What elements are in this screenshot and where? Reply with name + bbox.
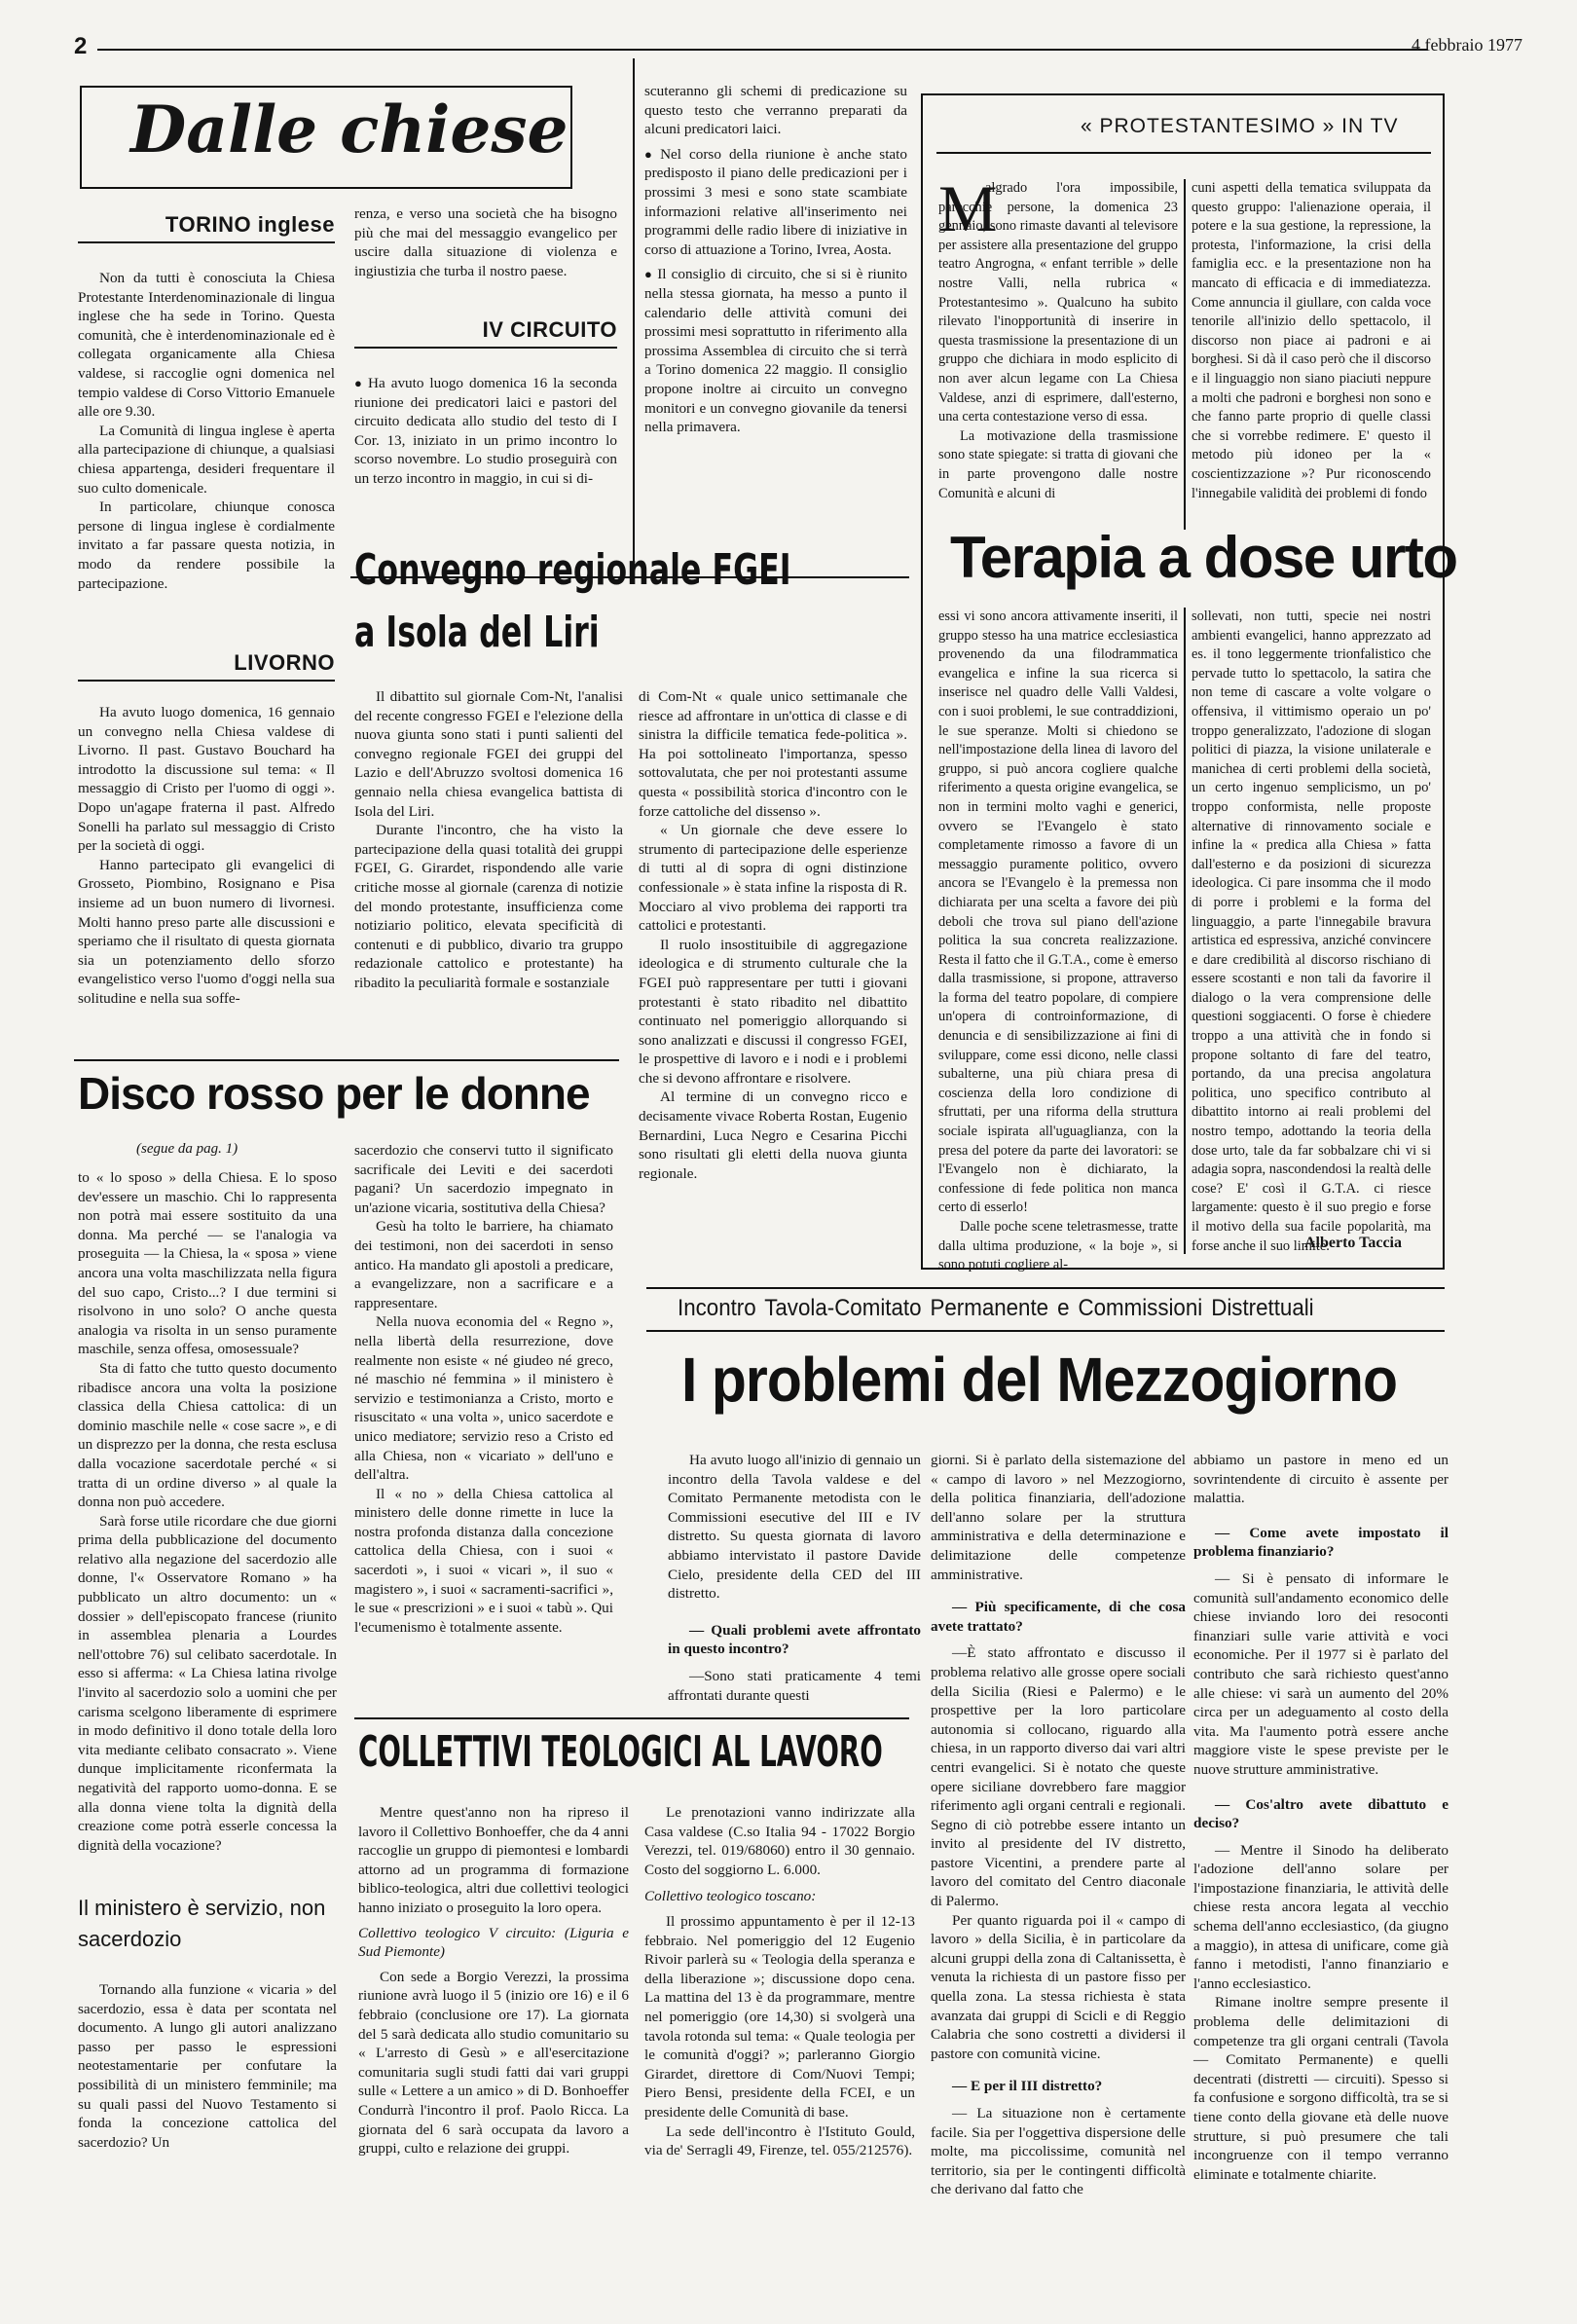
paragraph: Per quanto riguarda poi il « campo di lavoro » della Sicilia, è in particolare da alcuni gruppi della zona di Caltanissetta, è venuta la richiesta di un pastore fisso per quella zona. La stessa richiesta è stata avanzata dai gruppi di Scicli e di Reggio Calabria che sono costretti a dividersi il pastore con comunità vicine. [931,1911,1186,2062]
bullet-icon: ● [354,376,365,390]
collettivi-col1 [358,1803,629,2158]
section-heading-iv-circuito: IV CIRCUITO [354,317,617,349]
paragraph: Il dibattito sul giornale Com-Nt, l'analisi del recente congresso FGEI e l'elezione della nuova giunta sono stati i punti salienti del convegno regionale FGEI dei gruppi del Lazio e dell'Abruzzo svoltosi domenica 16 gennaio nella chiesa evangelica battista di Isola del Liri. [354,688,623,820]
paragraph: La Comunità di lingua inglese è aperta alla partecipazione di chiunque, a qualsiasi chiesa appartenga, desideri frequentare il suo culto domenicale. [78,422,335,497]
paragraph: Al termine di un convegno ricco e decisamente vivace Roberta Rostan, Eugenio Bernardini, Luca Negro e Cesarina Picchi sono risultati gli eletti della nuova giunta regionale. [639,1088,907,1182]
question: — Cos'altro avete dibattuto e deciso? [1193,1795,1449,1832]
subhead: Collettivo teologico V circuito: (Liguria e Sud Piemonte) [358,1924,629,1961]
paragraph: La sede dell'incontro è l'Istituto Gould, via de' Serragli 49, Firenze, tel. 055/212576). [644,2122,915,2159]
paragraph: Sta di fatto che tutto questo documento ribadisce ancora una volta la posizione classica della Chiesa cattolica: di un dominio maschile nelle « cose sacre », e di un disprezzo per la donna, che resta esclusa dalla vocazione sacerdotale perché « si tratta di un ordine diverso » al quale la donna non può accedere. [78,1359,337,1511]
paragraph: Sarà forse utile ricordare che due giorni prima della pubblicazione del documento relativo alla negazione del sacerdozio alle donne, l'« Osservatore Romano » ha pubblicato un altro documento: un « dossier » dell'episcopato francese (riunito in assemblea plenaria a Lourdes nell'ottobre 76) sul celibato sacerdotale. In esso si afferma: « La Chiesa latina rivolge l'invito al sacerdozio solo a uomini che per carisma scelgono liberamente di esprimere in modo definitivo il dono totale della loro vita mediante celibato consacrato ». Viene dunque implicitamente riconfermata la negatività del rapporto uomo-donna. E se alla donna viene tolta la dignità della creazione come potrà esserle concessa la dignità della vocazione? [78,1512,337,1854]
protestantesimo-col4 [1192,608,1431,1256]
bullet-icon: ● [644,146,657,162]
column-rule [633,58,635,574]
paragraph: scuteranno gli schemi di predicazione su questo testo che verranno preparati da alcuni predicatori laici. [644,83,907,138]
mezzogiorno-col3 [1193,1451,1449,2184]
protestantesimo-col3 [938,608,1178,1275]
paragraph: Hanno partecipato gli evangelici di Grosseto, Piombino, Rosignano e Pisa insieme ad un buon numero di livornesi. Molti hanno preso parte alle discussioni e speriamo che il risultato di questa giornata sia un potenziamento dello sforzo evangelistico verso l'uomo d'oggi nella sua solitudine e nella sua soffe- [78,856,335,1007]
paragraph: Il « no » della Chiesa cattolica al ministero delle donne rimette in luce la nostra profonda distanza dalla concezione cattolica della Chiesa, con i suoi « sacerdoti », i suoi « vicari », il suo « magistero », i suoi « sacramenti-sacrifici », le sue « prescrizioni » e i suoi « tabù ». Qui l'ecumenismo è totalmente assente. [354,1485,613,1636]
col2-continuation [354,204,617,280]
protestantesimo-col1 [938,171,1178,503]
section-heading-livorno: LIVORNO [78,650,335,682]
headline-terapia: Terapia a dose urto [950,525,1457,590]
drop-cap: M [938,171,998,245]
paragraph: Tornando alla funzione « vicaria » del sacerdozio, essa è data per scontata nel documento. A lungo gli autori analizzano passo per passo le espressioni neotestamentarie per confutare la possibilità di un ministero femminile; ma su quali passi del Nuovo Testamento si fonda la concezione cattolica del sacerdozio? Un [78,1981,337,2151]
paragraph: « Un giornale che deve essere lo strumento di partecipazione delle esperienze di tutti al di sopra di ogni distinzione confessionale » è stata infine la risposta di R. Mocciaro al vivo problema dei rapporti tra cattolici e protestanti. [639,822,907,935]
paragraph: La motivazione della trasmissione sono state spiegate: si tratta di giovani che in parte provengono dalle nostre Comunità e alcuni di [938,427,1178,501]
question: — E per il III distretto? [952,2078,1103,2095]
disco-col1b [78,1980,337,2152]
column-rule [1184,608,1186,1254]
mezzogiorno-col2 [931,1451,1186,2199]
paragraph: Rimane inoltre sempre presente il problema delle delimitazioni di competenze tra gli organi centrali (Tavola — Comitato Permanente) e quelli decentrati (distretti — circuiti). Spesso si fa confusione e sorgono difficoltà, tra se si tiene conto della giovane età delle nuove strutture, si può presumere che tali incongruenze con il tempo verranno eliminate e totalmente chiarite. [1193,1994,1449,2183]
torino-body [78,269,335,593]
paragraph: sollevati, non tutti, specie nei nostri ambienti evangelici, hanno apprezzato ad es. il tono leggermente trionfalistico che pervade tutto lo spettacolo, la satira che non teme di cascare a volte volgare o offensiva, il vittimismo operaio un po' troppo generalizzato, l'adozione di slogan politici di piazza, la visione unilaterale e manichea di certi problemi della società, un certo ingenuo semplicismo, un po' troppo conformista, nelle proposte alternative di rinnovamento sociale e infine la « predica alla Chiesa » fatta dall'esterno e da posizioni di sicurezza ideologica. Ci pare insomma che il modo di porre i problemi e la forma del linguaggio, a parte l'innegabile bravura artistica ed espressiva, anziché convincere e dare credibilità al discorso rischiano di essere scostanti e non tali da favorire il dialogo o la vera comprensione delle questioni soggiacenti. O forse è chiedere troppo a una attività che in fondo si propone soltanto di fare del teatro, portando, da una precisa angolatura politica, uno specifico contributo al dibattito intorno ai reali problemi del nostro tempo, adottando la teoria della dose urto, tale da far sobbalzare chi vi si adagia sopra, nascondendosi la realtà delle cose? E' così il G.T.A. ci riesce largamente: questo è il suo pregio e forse il motivo della sua facile popolarità, ma forse anche il suo limite. [1192,609,1431,1254]
paragraph: Ha avuto luogo all'inizio di gennaio un incontro della Tavola valdese e del Comitato Permanente metodista con le Commissioni esecutive del III e IV distretto. Su questa giornata di lavoro abbiamo intervistato il pastore Davide Cielo, presidente della CED del III distretto. [668,1452,921,1603]
paragraph: ● Ha avuto luogo domenica 16 la seconda riunione dei predicatori laici e pastori del circuito dedicata allo studio del testo di I Cor. 13, iniziato in un primo incontro lo scorso novembre. Lo studio proseguirà con un terzo incontro in maggio, in cui si di- [354,375,617,487]
headline-disco: Disco rosso per le donne [78,1068,590,1119]
paragraph: essi vi sono ancora attivamente inseriti, il gruppo stesso ha una matrice ecclesiastica provenendo da una filodrammatica evangelica e infine la sua ricerca si inserisce nel quadro delle Valli Valdesi, con i suoi problemi, le sue contraddizioni, le sue speranze. Molti si chiedono se nell'impostazione della linea di lavoro del gruppo, si può ancora cogliere qualche riferimento a questa origine evangelica, se non in termini molto vaghi e generici, ovvero se l'Evangelo è stato completamente rimosso a favore di un messaggio puramente politico, ovvero ancora se l'Evangelo è la premessa non dichiarata per una scelta a favore dei più deboli che trova sul piano dell'azione politica la sua concreta realizzazione. Resta il fatto che il G.T.A., come è emerso dalla trasmissione, si propone, attraverso la forma del teatro popolare, di compiere un'opera di controinformazione, di denuncia e di sensibilizzazione ai fini di sviluppare, come essi dicono, nelle classi subalterne, una più chiara presa di coscienza della loro condizione di sfruttati, per una riforma della struttura sociale ispirata all'uguaglianza, con la presa del potere da parte dei lavoratori: se l'Evangelo non è dichiarato, la confessione di fede politica non manca certo di esserlo! [938,609,1178,1216]
section-heading-torino: TORINO inglese [78,212,335,243]
headline-collettivi: COLLETTIVI TEOLOGICI AL LAVORO [358,1727,883,1777]
segue-label: (segue da pag. 1) [136,1141,238,1157]
question: — Più specificamente, di che cosa avete trattato? [931,1599,1186,1635]
paragraph: — Si è pensato di informare le comunità sull'andamento economico delle chiese inviando loro dei resoconti finanziari sulle varie attività e voci economiche. Per il 1977 si è parlato del contributo che sarà richiesto quest'anno alle chiese: vi sarà un aumento del 20% circa per un adeguamento al costo della vita. Ma l'aumento potrà essere anche maggiore viste le spese previste per le nuove strutture amministrative. [1193,1569,1449,1778]
paragraph: Il prossimo appuntamento è per il 12-13 febbraio. Nel pomeriggio del 12 Eugenio Rivoir parlerà su « Teologia della speranza e della liberazione »; discussione dopo cena. La mattina del 13 è da programmare, mentre nel pomeriggio (ore 14,30) si svolgerà una tavola rotonda sul tema: « Quale teologia per le comunità d'oggi? »; parleranno Giorgio Girardet, direttore di Com/Nuovi Tempi; Piero Bensi, presidente della FCEI, e un presidente delle Comunità di base. [644,1912,915,2121]
headline-mezzogiorno: I problemi del Mezzogiorno [681,1345,1397,1415]
paragraph: cuni aspetti della tematica sviluppata da questo gruppo: l'alienazione operaia, il potere e la sua gestione, la repressione, la protesta, l'informazione, la crisi della famiglia ecc. e la presentazione non ha mancato di efficacia e di immediatezza. Come annuncia il giullare, con calda voce tenorile all'inizio dello spettacolo, il discorso non piace ai padroni e ai borghesi. Si dà il caso però che il discorso e il linguaggio non siano piaciuti neppure a molti che padroni e borghesi non sono e che fanno parte proprio di quelle classi che si vorrebbe redimere. E' questo il metodo più idoneo per la « coscientizzazione »? Pur riconoscendo l'innegabile validità dei problemi di fondo [1192,180,1431,501]
paragraph: to « lo sposo » della Chiesa. E lo sposo dev'essere un maschio. Chi lo rappresenta non potrà mai essere sostituito da una donna. Ma perché — se l'analogia va proseguita — la Chiesa, la « sposa » viene ancora una volta maschilizzata nella figura del suo capo, Cristo...? I due termini si risolvono in uno solo? O anche questa analogia va risolta in un senso puramente maschile, senza offesa, omosessuale? [78,1169,337,1358]
question: — Quali problemi avete affrontato in questo incontro? [668,1621,921,1658]
paragraph: Mentre quest'anno non ha ripreso il lavoro il Collettivo Bonhoeffer, che da 4 anni raccoglie un gruppo di piemontesi e lombardi attorno ad un programma di formazione biblico-teologica, altri due collettivi teologici hanno iniziato o proseguito la loro opera. [358,1804,629,1916]
paragraph: Nella nuova economia del « Regno », nella libertà della resurrezione, dove realmente non esiste « né giudeo né greco, né maschio né femmina » il ministero è servizio e testimonianza a Cristo, morto e risuscitato « una volta », unico sacerdote e unico mediatore; servizio reso a Cristo ed alla Chiesa, non « vicariato » dell'uno e dell'altra. [354,1313,613,1484]
paragraph: giorni. Si è parlato della sistemazione del « campo di lavoro » nel Mezzogiorno, della politica finanziaria, dell'adozione dell'anno solare per la struttura amministrativa e della determinazione e delimitazione delle competenze amministrative. [931,1452,1186,1583]
mezzogiorno-col1 [668,1451,921,1705]
subhead: Collettivo teologico toscano: [644,1888,817,1905]
protestantesimo-kicker: « PROTESTANTESIMO » IN TV [1081,115,1399,137]
paragraph: — Mentre il Sinodo ha deliberato l'adozione dell'anno solare per l'impostazione finanziaria, le attività delle chiese resta ancora legata al vecchio schema dell'anno ecclesiastico, (da giugno a maggio), in attesa di unificare, come già fanno i metodisti, l'anno finanziario e l'anno ecclesiastico. [1193,1841,1449,1992]
paragraph: algrado l'ora impossibile, parecchie persone, la domenica 23 gennaio, sono rimaste davanti al televisore per assistere alla presentazione del gruppo teatro Angrogna, « enfant terrible » delle nostre Valli, nella rubrica « Protestantesimo ». Qualcuno ha subito rilevato l'inopportunità di inserire in questa trasmissione la presentazione di un gruppo che dichiara in modo esplicito di non aver alcun legame con La Chiesa Valdese, anzi di esprimere, dall'esterno, una certa contestazione verso di essa. [938,180,1178,425]
paragraph: ● Il consiglio di circuito, che si si è riunito nella stessa giornata, ha messo a punto il calendario delle attività comuni dei prossimi mesi soprattutto in riferimento alla prossima Assemblea di circuito che si terrà a Torino domenica 22 maggio. Il consiglio propone inoltre ai circuito un convegno monitori e un convegno giovanile da tenersi nella primavera. [644,266,907,436]
section-rule [74,1059,619,1061]
iv-circuito-body-cont [644,82,907,437]
paragraph: ● Nel corso della riunione è anche stato predisposto il piano delle predicazioni per i prossimi 3 mesi e sono state scambiate informazioni relative all'inserimento nei programmi delle radio libere di iniziative in corso di attuazione a Torino, Ivrea, Aosta. [644,145,907,258]
paragraph: In particolare, chiunque conosca persone di lingua inglese è cordialmente invitato a far passare questa notizia, in modo da rendere possibile la partecipazione. [78,498,335,592]
question: — Come avete impostato il problema finanziario? [1193,1524,1449,1561]
paragraph: sacerdozio che conservi tutto il significato sacrificale dei Leviti e dei sacerdoti pagani? Un sacerdozio impegnato in un'azione vicaria, sostitutiva della Chiesa? [354,1142,613,1216]
paragraph: Non da tutti è conosciuta la Chiesa Protestante Interdenominazionale di lingua inglese che ha sede in Torino. Questa comunità, che è interdenominazionale ed è collegata organicamente alla Chiesa valdese, si raccoglie ogni domenica nel tempio valdese di Corso Vittorio Emanuele alle ore 9.30. [78,270,335,421]
paragraph: renza, e verso una società che ha bisogno più che mai del messaggio evangelico per uscire dalla situazione di violenza e ingiustizia che turba il nostro paese. [354,205,617,279]
headline-fgei-2: a Isola del Liri [354,608,600,657]
paragraph: Il ruolo insostituibile di aggregazione ideologica e di strumento culturale che la FGEI può rappresentare per tutti i giovani protestanti è stato ribadito nel dibattito continuato nel pomeriggio allorquando si sono analizzati e discussi il congresso FGEI, le prospettive di lavoro e i nodi e i problemi che si devono affrontare e risolvere. [639,936,907,1087]
fgei-col2 [639,687,907,1183]
iv-circuito-body [354,374,617,489]
paragraph: —Sono stati praticamente 4 temi affrontati durante questi [668,1667,921,1704]
protestantesimo-col2 [1192,179,1431,503]
fgei-col1 [354,687,623,993]
masthead-title: Dalle chiese [130,92,568,167]
mezzogiorno-kicker: Incontro Tavola-Comitato Permanente e Commissioni Distrettuali [678,1295,1314,1321]
paragraph: Le prenotazioni vanno indirizzate alla Casa valdese (C.so Italia 94 - 17022 Borgio Verezzi, tel. 019/68060) entro il 30 gennaio. Costo del soggiorno L. 6.000. [644,1804,915,1878]
disco-col1 [78,1168,337,1855]
headline-fgei-1: Convegno regionale FGEI [354,545,791,595]
paragraph: Dalle poche scene teletrasmesse, tratte dalla ultima produzione, « la boje », si sono potuti cogliere al- [938,1219,1178,1273]
collettivi-col2 [644,1803,915,2160]
livorno-body [78,703,335,1009]
subhead-ministero: Il ministero è servizio, non sacerdozio [78,1896,326,1951]
column-rule [1184,179,1186,530]
author-byline: Alberto Taccia [1304,1235,1402,1251]
section-rule [354,1717,909,1719]
paragraph: Gesù ha tolto le barriere, ha chiamato dei testimoni, non dei sacerdoti in senso antico. Ha mandato gli apostoli a predicare, a evangelizzare, non a sacrificare e a rappresentare. [354,1218,613,1311]
paragraph: — La situazione non è certamente facile. Sia per l'oggettiva dispersione delle molte, ma piccolissime, comunità nel territorio, sia per le contingenti difficoltà che derivano dal fatto che [931,2105,1186,2198]
paragraph: Con sede a Borgio Verezzi, la prossima riunione avrà luogo il 5 (inizio ore 16) e il 6 febbraio (conclusione ore 17). La giornata del 5 sarà dedicata allo studio comunitario su « L'arresto di Gesù » e all'esercitazione comunitaria sugli studi fatti dai vari gruppi sulle « Lettere a un amico » di D. Bonhoeffer Condurrà l'incontro il prof. Paolo Ricca. La giornata del 6 sarà occupata da lavoro a gruppi, culto e relazione dei gruppi. [358,1968,629,2158]
paragraph: abbiamo un pastore in meno ed un sovrintendente di circuito è assente per malattia. [1193,1452,1449,1507]
paragraph: Durante l'incontro, che ha visto la partecipazione della quasi totalità dei gruppi FGEI, G. Girardet, rispondendo alle varie critiche mosse al giornale (carenza di notizie del mondo protestante, insufficienza come notiziario politico, elevata specificità di contenuti e di pubblico, divario tra gruppo redazionale cattolico e protestante) ha ribadito la peculiarità formale e sostanziale [354,822,623,991]
kicker-rule [646,1330,1445,1332]
section-rule [646,1287,1445,1289]
header-rule [97,49,1427,51]
disco-col2 [354,1141,613,1637]
bullet-icon: ● [644,267,654,282]
paragraph: di Com-Nt « quale unico settimanale che riesce ad affrontare in un'ottica di classe e di sinistra la difficile tematica fede-politica ». Ha poi sottolineato l'importanza, spesso sottovalutata, che per noi protestanti assume questa « possibilità storica d'incontro con le forze cattoliche del dissenso ». [639,688,907,820]
page-date: 4 febbraio 1977 [1412,35,1522,55]
paragraph: —È stato affrontato e discusso il problema relativo alle grosse opere sociali della Sicilia (Riesi e Palermo) e le prospettive per la loro particolare autonomia si collocano, riguardo alla chiesa, in un rapporto diverso dai vari altri centri evangelici. Si è notato che queste opere siciliane dovrebbero fare maggior riferimento agli organi centrali e regionali. Segno di ciò potrebbe essere intanto un invito al presidente del IV distretto, pastore Vicentini, a prendere parte al lavoro del comitato del Centro diaconale di Palermo. [931,1644,1186,1910]
page-number: 2 [74,33,88,59]
kicker-rule [936,152,1431,154]
paragraph: Ha avuto luogo domenica, 16 gennaio un convegno nella Chiesa valdese di Livorno. Il past. Gustavo Bouchard ha introdotto la discussione sul tema: « Il messaggio di Cristo per l'uomo di oggi ». Dopo un'agape fraterna il past. Alfredo Sonelli ha parlato sul messaggio di Cristo per la società di oggi. [78,704,335,855]
